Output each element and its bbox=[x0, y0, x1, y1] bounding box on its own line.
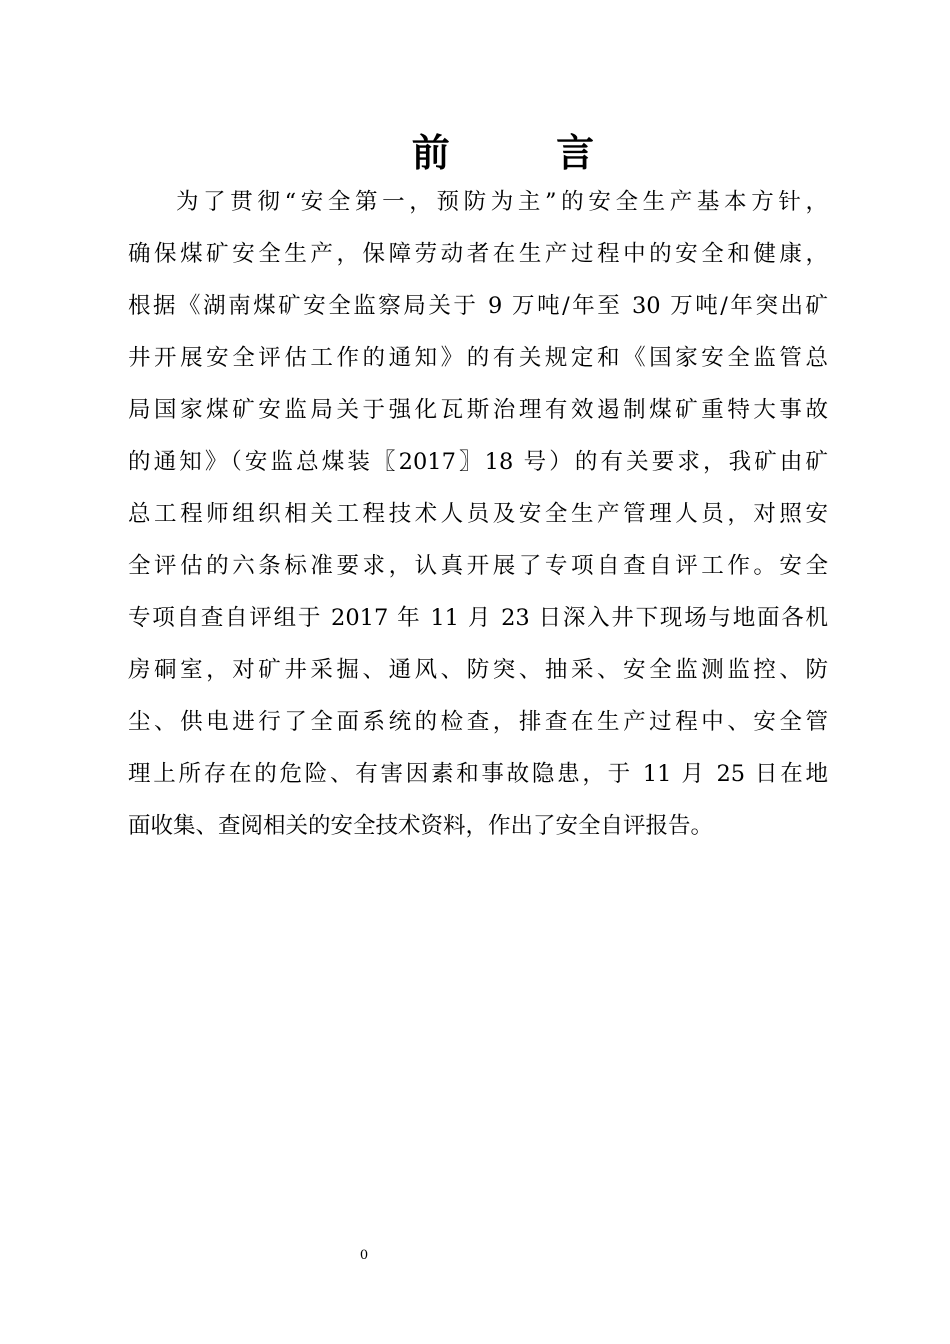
paragraph-line: 尘、供电进行了全面系统的检查，排查在生产过程中、安全管 bbox=[128, 709, 828, 735]
page-number: 0 bbox=[359, 1248, 369, 1263]
paragraph-line: 为了贯彻“安全第一，预防为主”的安全生产基本方针， bbox=[176, 189, 828, 215]
paragraph-line: 理上所存在的危险、有害因素和事故隐患，于 11 月 25 日在地 bbox=[128, 761, 828, 787]
paragraph-line: 全评估的六条标准要求，认真开展了专项自查自评工作。安全 bbox=[128, 553, 828, 579]
paragraph-line: 井开展安全评估工作的通知》的有关规定和《国家安全监管总 bbox=[128, 345, 828, 371]
paragraph-line: 根据《湖南煤矿安全监察局关于 9 万吨/年至 30 万吨/年突出矿 bbox=[128, 293, 828, 319]
paragraph-line: 的通知》（安监总煤装〖2017〗18 号）的有关要求，我矿由矿 bbox=[128, 449, 828, 475]
paragraph-line: 确保煤矿安全生产，保障劳动者在生产过程中的安全和健康， bbox=[128, 241, 828, 267]
paragraph-line: 专项自查自评组于 2017 年 11 月 23 日深入井下现场与地面各机 bbox=[128, 605, 828, 631]
paragraph-line: 局国家煤矿安监局关于强化瓦斯治理有效遏制煤矿重特大事故 bbox=[128, 397, 828, 423]
body-paragraph bbox=[128, 176, 828, 852]
page-title: 前 言 bbox=[411, 130, 629, 175]
paragraph-line: 总工程师组织相关工程技术人员及安全生产管理人员，对照安 bbox=[128, 501, 828, 527]
paragraph-line: 面收集、查阅相关的安全技术资料，作出了安全自评报告。 bbox=[128, 813, 714, 839]
paragraph-line: 房硐室，对矿井采掘、通风、防突、抽采、安全监测监控、防 bbox=[128, 657, 828, 683]
